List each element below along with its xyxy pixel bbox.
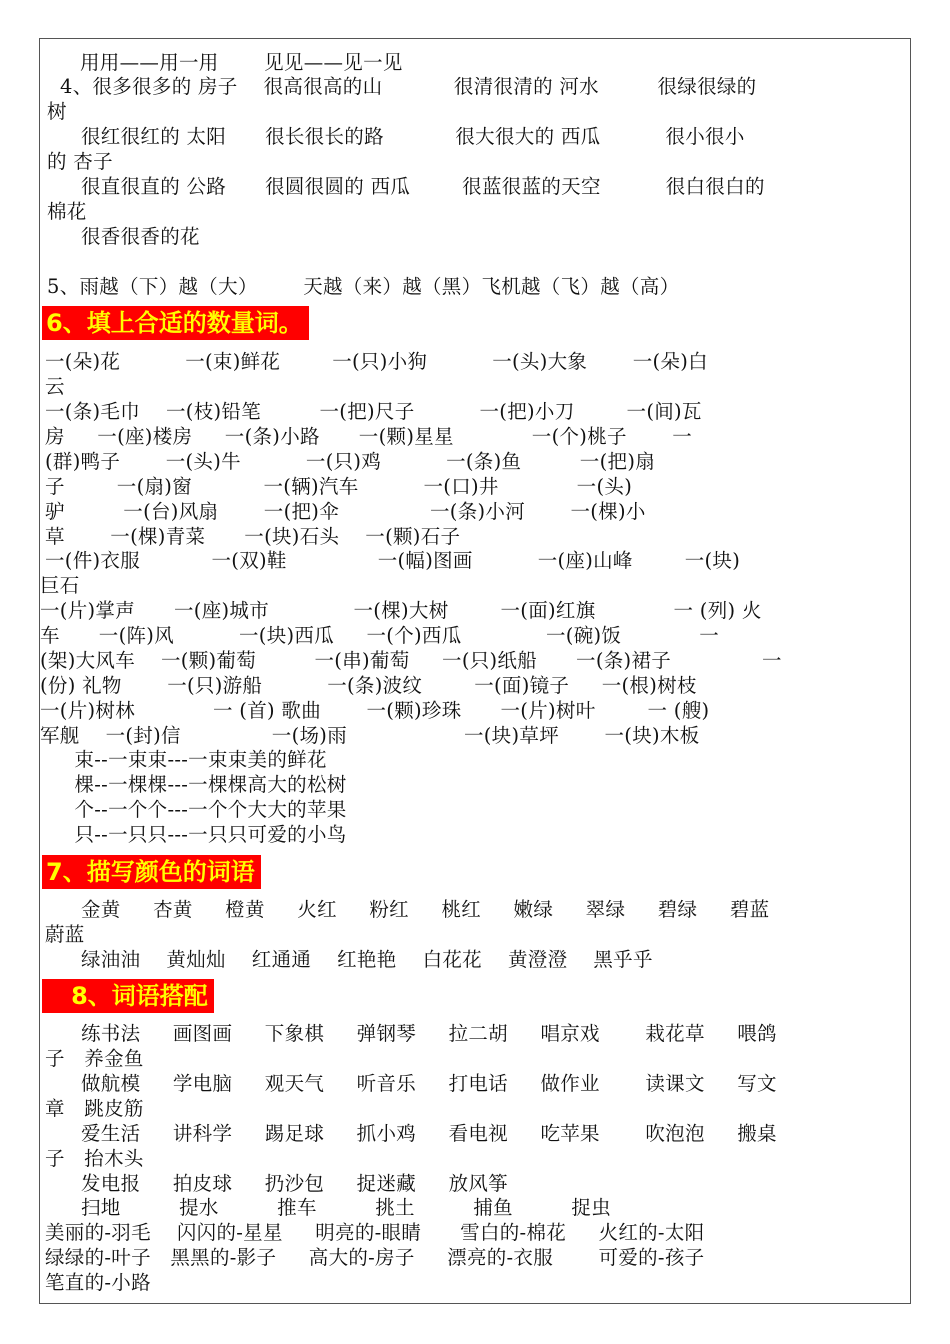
measure-word-line: 一(片)掌声 一(座)城市 一(棵)大树 一(面)红旗 一 (列) 火 bbox=[40, 599, 762, 622]
section-4-line: 树 bbox=[47, 100, 67, 123]
measure-word-line: 一(条)毛巾 一(枝)铅笔 一(把)尺子 一(把)小刀 一(间)瓦 bbox=[45, 400, 702, 423]
word-pairing-line: 章 跳皮筋 bbox=[45, 1097, 144, 1120]
measure-word-line: 草 一(棵)青菜 一(块)石头 一(颗)石子 bbox=[45, 525, 461, 548]
section-7-heading: 7、描写颜色的词语 bbox=[42, 855, 261, 889]
measure-word-line: 车 一(阵)风 一(块)西瓜 一(个)西瓜 一(碗)饭 一 bbox=[40, 624, 719, 647]
color-words-line: 绿油油 黄灿灿 红通通 红艳艳 白花花 黄澄澄 黑乎乎 bbox=[55, 948, 653, 971]
phrase-line: 用用——用一用 见见——见一见 bbox=[80, 51, 403, 74]
word-pairing-line: 爱生活 讲科学 踢足球 抓小鸡 看电视 吃苹果 吹泡泡 搬桌 bbox=[55, 1122, 777, 1145]
word-pairing-line: 发电报 拍皮球 扔沙包 捉迷藏 放风筝 bbox=[55, 1172, 508, 1195]
measure-word-example: 束--一束束---一束束美的鲜花 bbox=[55, 748, 327, 771]
measure-word-line: 驴 一(台)风扇 一(把)伞 一(条)小河 一(棵)小 bbox=[45, 500, 646, 523]
word-pairing-line: 绿绿的-叶子 黑黑的-影子 高大的-房子 漂亮的-衣服 可爱的-孩子 bbox=[45, 1246, 705, 1269]
measure-word-line: 军舰 一(封)信 一(场)雨 一(块)草坪 一(块)木板 bbox=[40, 724, 700, 747]
measure-word-line: 一(朵)花 一(束)鲜花 一(只)小狗 一(头)大象 一(朵)白 bbox=[45, 350, 708, 373]
section-8-heading: 8、词语搭配 bbox=[42, 979, 214, 1013]
word-pairing-line: 子 抬木头 bbox=[45, 1147, 144, 1170]
section-4-line: 很香很香的花 bbox=[55, 225, 200, 248]
word-pairing-line: 笔直的-小路 bbox=[45, 1271, 151, 1294]
color-words-line: 金黄 杏黄 橙黄 火红 粉红 桃红 嫩绿 翠绿 碧绿 碧蓝 bbox=[55, 898, 770, 921]
measure-word-example: 只--一只只---一只只可爱的小鸟 bbox=[55, 823, 347, 846]
measure-word-example: 个--一个个---一个个大大的苹果 bbox=[55, 798, 347, 821]
measure-word-line: 子 一(扇)窗 一(辆)汽车 一(口)井 一(头) bbox=[45, 475, 633, 498]
measure-word-example: 棵--一棵棵---一棵棵高大的松树 bbox=[55, 773, 347, 796]
measure-word-line: (份) 礼物 一(只)游船 一(条)波纹 一(面)镜子 一(根)树枝 bbox=[40, 674, 697, 697]
section-4-line: 很直很直的 公路 很圆很圆的 西瓜 很蓝很蓝的天空 很白很白的 bbox=[55, 175, 765, 198]
measure-word-line: 一(件)衣服 一(双)鞋 一(幅)图画 一(座)山峰 一(块) bbox=[45, 549, 741, 572]
section-5-line: 5、雨越（下）越（大） 天越（来）越（黑）飞机越（飞）越（高） bbox=[47, 275, 680, 298]
measure-word-line: 云 bbox=[45, 375, 65, 398]
measure-word-line: (群)鸭子 一(头)牛 一(只)鸡 一(条)鱼 一(把)扇 bbox=[45, 450, 656, 473]
section-4-line: 棉花 bbox=[47, 200, 87, 223]
measure-word-line: 房 一(座)楼房 一(条)小路 一(颗)星星 一(个)桃子 一 bbox=[45, 425, 693, 448]
measure-word-line: 一(片)树林 一 (首) 歌曲 一(颗)珍珠 一(片)树叶 一 (艘) bbox=[40, 699, 710, 722]
color-words-line: 蔚蓝 bbox=[45, 923, 85, 946]
measure-word-line: 巨石 bbox=[40, 574, 80, 597]
word-pairing-line: 美丽的-羽毛 闪闪的-星星 明亮的-眼睛 雪白的-棉花 火红的-太阳 bbox=[45, 1221, 705, 1244]
section-6-heading: 6、填上合适的数量词。 bbox=[42, 306, 309, 340]
section-4-line: 的 杏子 bbox=[47, 150, 113, 173]
section-4-line: 4、很多很多的 房子 很高很高的山 很清很清的 河水 很绿很绿的 bbox=[60, 75, 757, 98]
word-pairing-line: 练书法 画图画 下象棋 弹钢琴 拉二胡 唱京戏 栽花草 喂鸽 bbox=[55, 1022, 777, 1045]
word-pairing-line: 扫地 提水 推车 挑土 捕鱼 捉虫 bbox=[55, 1196, 612, 1219]
word-pairing-line: 子 养金鱼 bbox=[45, 1047, 144, 1070]
word-pairing-line: 做航模 学电脑 观天气 听音乐 打电话 做作业 读课文 写文 bbox=[55, 1072, 777, 1095]
section-4-line: 很红很红的 太阳 很长很长的路 很大很大的 西瓜 很小很小 bbox=[55, 125, 745, 148]
measure-word-line: (架)大风车 一(颗)葡萄 一(串)葡萄 一(只)纸船 一(条)裙子 一 bbox=[40, 649, 782, 672]
